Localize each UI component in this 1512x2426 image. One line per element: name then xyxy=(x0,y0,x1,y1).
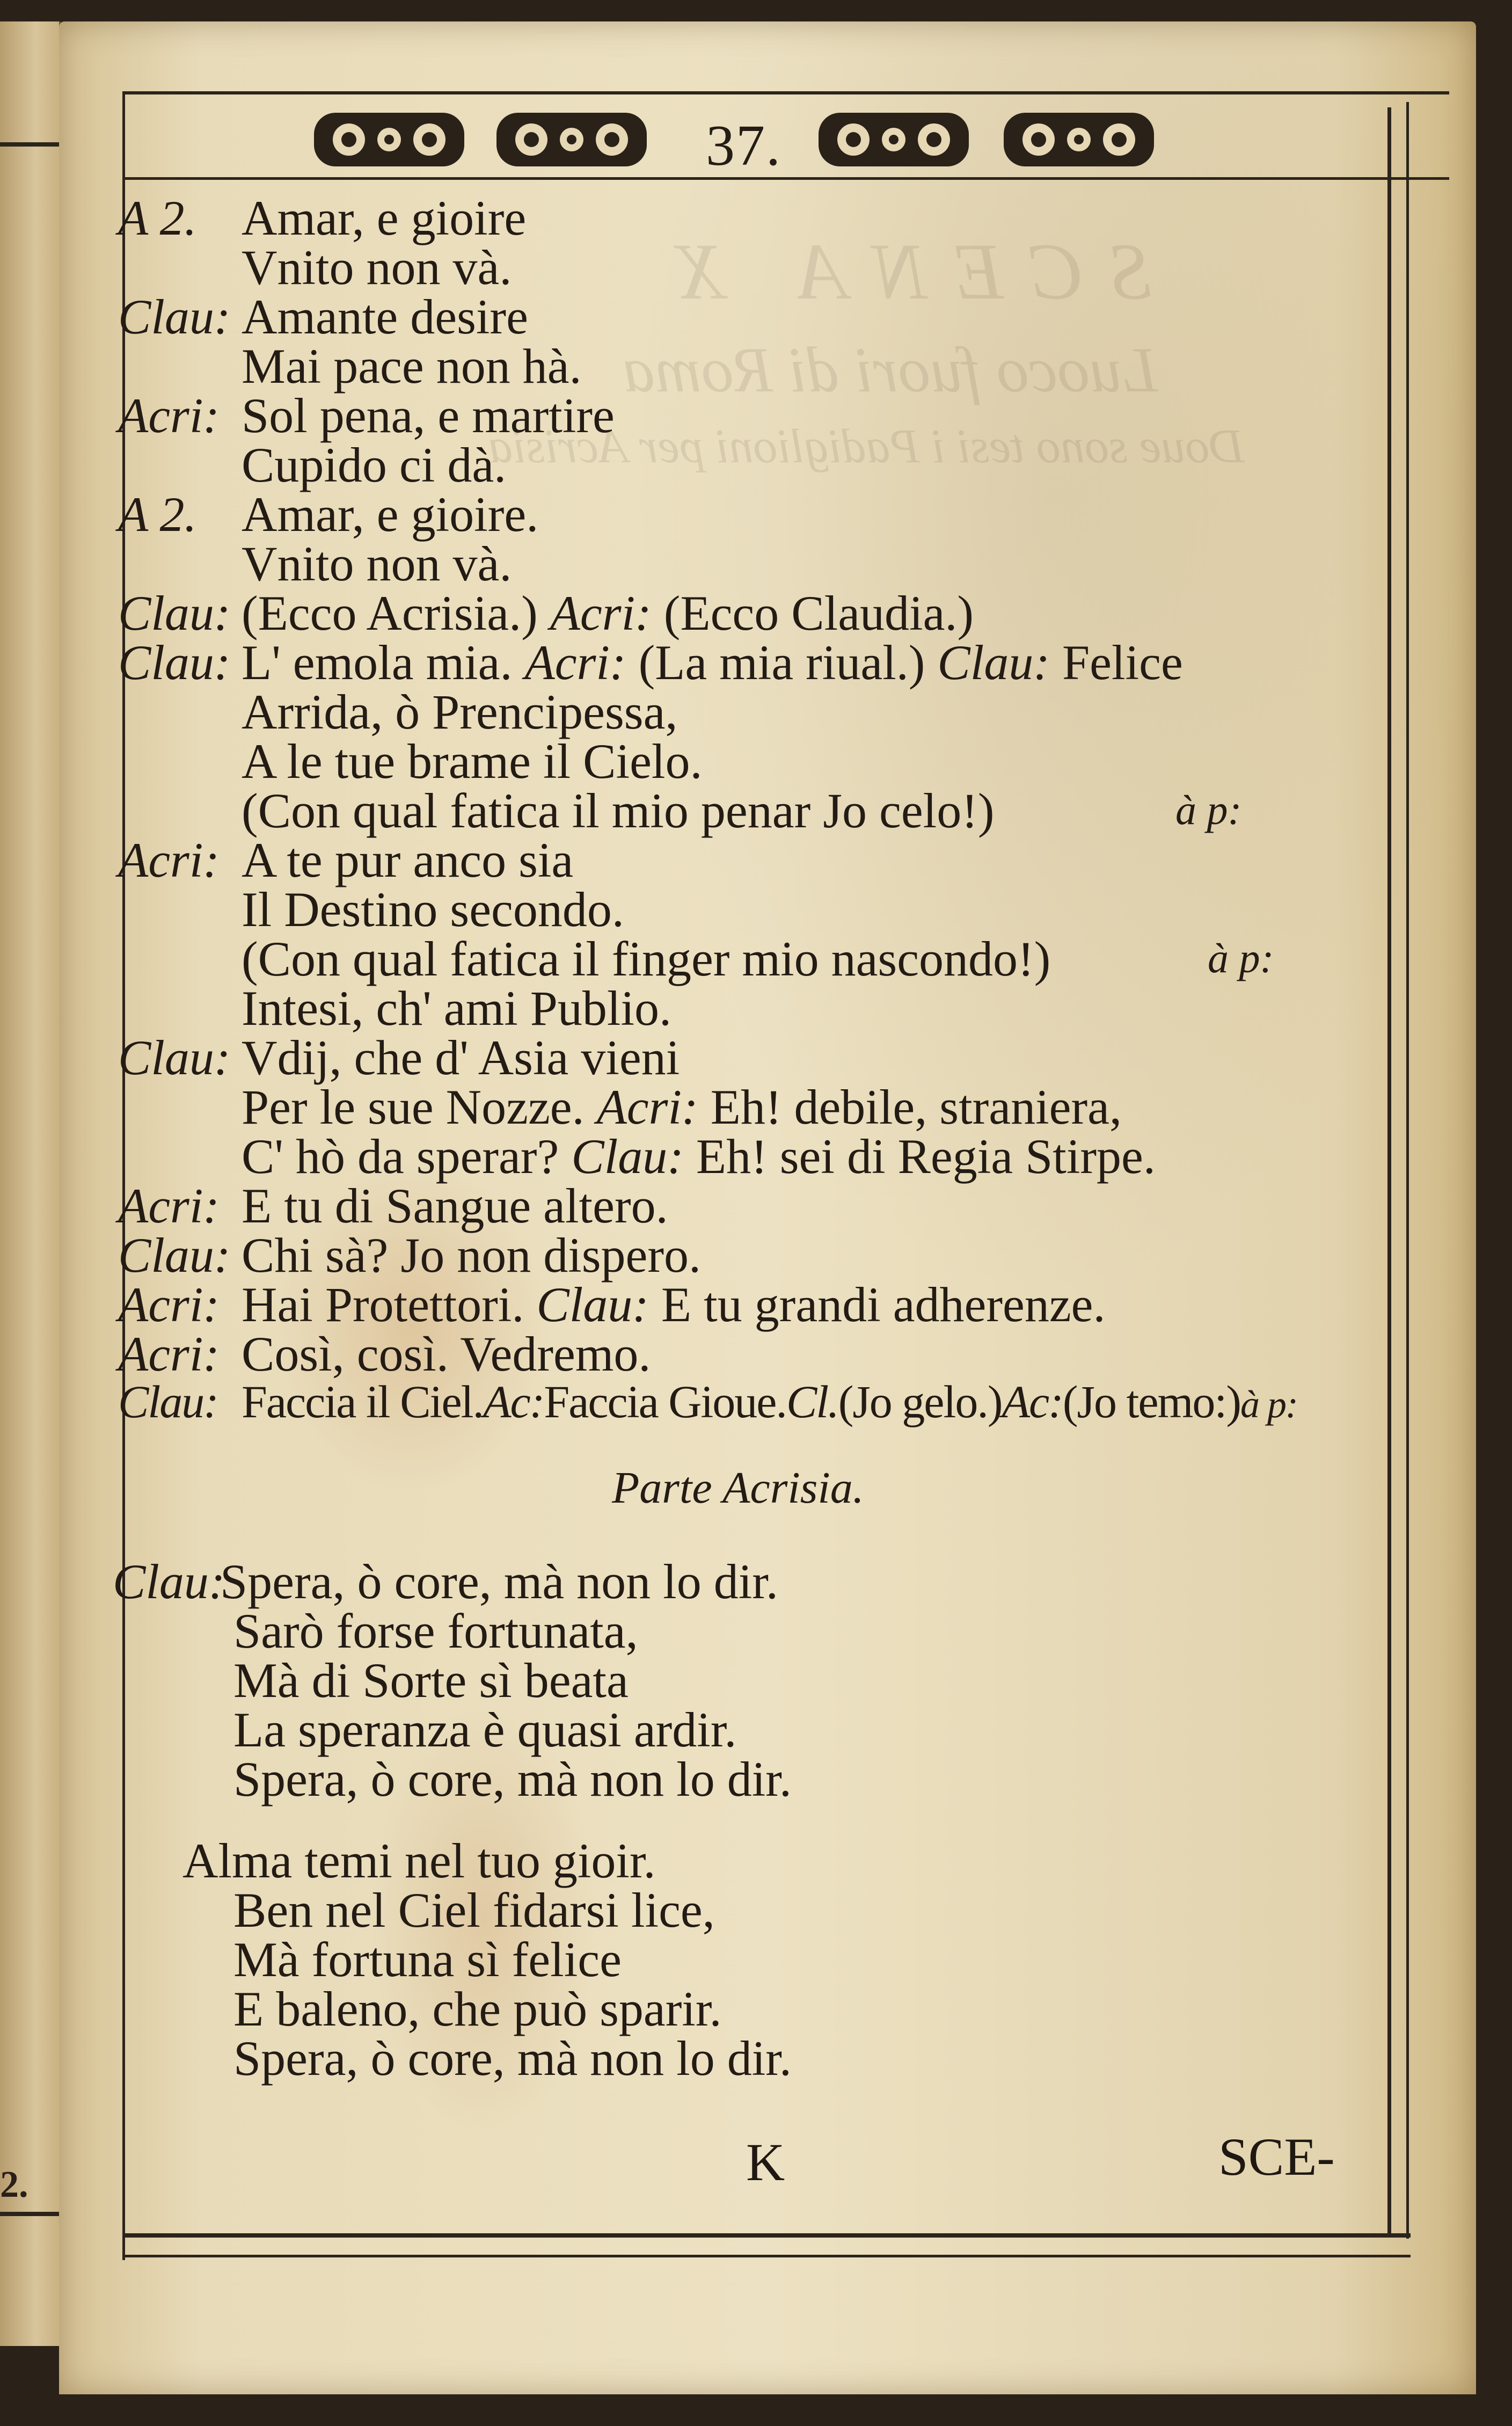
aria-line: Alma temi nel tuo gioir. xyxy=(182,1833,656,1888)
left-page-number: 2. xyxy=(0,2164,28,2205)
speaker-label: Acri: xyxy=(118,1327,220,1381)
floral-ornament-icon xyxy=(311,107,467,172)
verse-text: Amar, e gioire. xyxy=(242,487,539,542)
floral-ornament-icon xyxy=(816,107,972,172)
aria-line: Mà di Sorte sì beata xyxy=(233,1653,629,1708)
aria-line: Mà fortuna sì felice xyxy=(233,1932,622,1987)
aria-line: Ben nel Ciel fidarsi lice, xyxy=(233,1883,715,1937)
speaker-label: Clau: xyxy=(937,635,1050,690)
verse-text: Faccia Gioue. xyxy=(544,1376,786,1427)
verse-text: Amar, e gioire xyxy=(242,191,527,245)
floral-ornament-icon xyxy=(1001,107,1157,172)
frame-rule xyxy=(122,2233,1411,2238)
speaker-label: Clau: xyxy=(118,1376,218,1427)
verse-text: Così, così. Vedremo. xyxy=(242,1327,651,1381)
speaker-label: Acri: xyxy=(524,635,626,690)
verse-text: Vnito non và. xyxy=(242,536,512,591)
speaker-label: A 2. xyxy=(118,487,197,542)
verse-text: Hai Protettori. xyxy=(242,1277,524,1332)
verse-line xyxy=(118,588,974,638)
verse-line xyxy=(242,1082,1122,1132)
frame-rule xyxy=(123,177,1449,180)
aside-mark: à p: xyxy=(1208,935,1274,981)
verse-text: Intesi, ch' ami Publio. xyxy=(242,981,672,1036)
verse-text: A te pur anco sia xyxy=(242,833,574,887)
page-number: 37. xyxy=(706,114,781,178)
verse-text: (Con qual fatica il finger mio nascondo!) xyxy=(242,931,1051,986)
verse-text: (Jo temo:) xyxy=(1062,1376,1240,1427)
verse-text: Amante desire xyxy=(242,289,528,344)
speaker-label: Acri: xyxy=(118,1178,220,1233)
show-through-text: Doue sono tesi i Padiglioni per Acrisia xyxy=(488,420,1245,473)
verse-text: (Ecco Acrisia.) xyxy=(242,586,538,640)
floral-ornament-icon xyxy=(494,107,649,172)
aria-line: Spera, ò core, mà non lo dir. xyxy=(233,2031,792,2086)
speaker-label: Acri: xyxy=(118,388,220,443)
verse-text: E tu grandi adherenze. xyxy=(661,1277,1106,1332)
speaker-label: A 2. xyxy=(118,191,197,245)
verse-text: Chi sà? Jo non dispero. xyxy=(242,1228,702,1283)
verse-line xyxy=(118,1277,1106,1332)
aria-line: E baleno, che può sparir. xyxy=(233,1981,722,2036)
verse-line xyxy=(118,193,197,243)
verse-text: Eh! debile, straniera, xyxy=(710,1080,1122,1134)
aria-line: Spera, ò core, mà non lo dir. xyxy=(233,1752,792,1806)
speaker-label: Acri: xyxy=(550,586,652,640)
speaker-label: Acri: xyxy=(118,833,220,887)
frame-rule xyxy=(1387,107,1391,2233)
verse-line xyxy=(242,1129,1156,1184)
verse-line xyxy=(118,635,1183,690)
verse-text: C' hò da sperar? xyxy=(242,1129,559,1184)
speaker-label: Clau: xyxy=(536,1277,649,1332)
speaker-label: Cl. xyxy=(786,1376,838,1427)
stage-direction: Parte Acrisia. xyxy=(612,1463,864,1513)
show-through-text: SCENA X xyxy=(649,227,1151,316)
verse-text: Per le sue Nozze. xyxy=(242,1080,585,1134)
verse-text: L' emola mia. xyxy=(242,635,513,690)
speaker-label: Ac: xyxy=(1002,1376,1063,1427)
speaker-label: Acri: xyxy=(118,1277,220,1332)
speaker-label: Clau: xyxy=(113,1554,225,1609)
aria-line: Sarò forse fortunata, xyxy=(233,1604,638,1658)
aside-mark: à p: xyxy=(1175,786,1242,833)
catchword: SCE- xyxy=(1218,2127,1335,2187)
aside-mark: à p: xyxy=(1240,1383,1297,1426)
speaker-label: Clau: xyxy=(571,1129,684,1184)
verse-text: A le tue brame il Cielo. xyxy=(242,734,703,789)
verse-text: (La mia riual.) xyxy=(638,635,925,690)
signature-mark: K xyxy=(746,2132,785,2192)
verse-text: (Ecco Claudia.) xyxy=(663,586,974,640)
show-through-text: Luoco fuori di Roma xyxy=(623,334,1158,405)
frame-rule xyxy=(123,91,1449,94)
verse-line xyxy=(118,1376,1297,1427)
verse-text: Felice xyxy=(1062,635,1183,690)
verse-text: (Con qual fatica il mio penar Jo celo!) xyxy=(242,783,995,838)
verse-text: (Jo gelo.) xyxy=(838,1376,1002,1427)
verse-text: E tu di Sangue altero. xyxy=(242,1178,668,1233)
frame-rule xyxy=(122,2255,1411,2257)
verse-text: Il Destino secondo. xyxy=(242,882,624,937)
book-page xyxy=(59,21,1476,2394)
speaker-label: Clau: xyxy=(118,586,231,640)
speaker-label: Clau: xyxy=(118,1030,231,1085)
verse-text: Vdij, che d' Asia vieni xyxy=(242,1030,680,1085)
verse-text: Faccia il Ciel. xyxy=(242,1376,484,1427)
previous-page-edge xyxy=(0,21,61,2346)
aria-line: Spera, ò core, mà non lo dir. xyxy=(220,1554,778,1609)
speaker-label: Acri: xyxy=(596,1080,698,1134)
verse-text: Mai pace non hà. xyxy=(242,339,582,394)
verse-text: Arrida, ò Prencipessa, xyxy=(242,684,678,739)
aria-line: La speranza è quasi ardir. xyxy=(233,1702,737,1757)
verse-text: Cupido ci dà. xyxy=(242,438,507,492)
speaker-label: Ac: xyxy=(483,1376,544,1427)
speaker-label: Clau: xyxy=(118,1228,231,1283)
verse-text: Eh! sei di Regia Stirpe. xyxy=(696,1129,1156,1184)
speaker-label: Clau: xyxy=(118,289,231,344)
verse-text: Vnito non và. xyxy=(242,240,512,295)
frame-rule xyxy=(1406,102,1409,2239)
speaker-label: Clau: xyxy=(118,635,231,690)
verse-text: Sol pena, e martire xyxy=(242,388,615,443)
